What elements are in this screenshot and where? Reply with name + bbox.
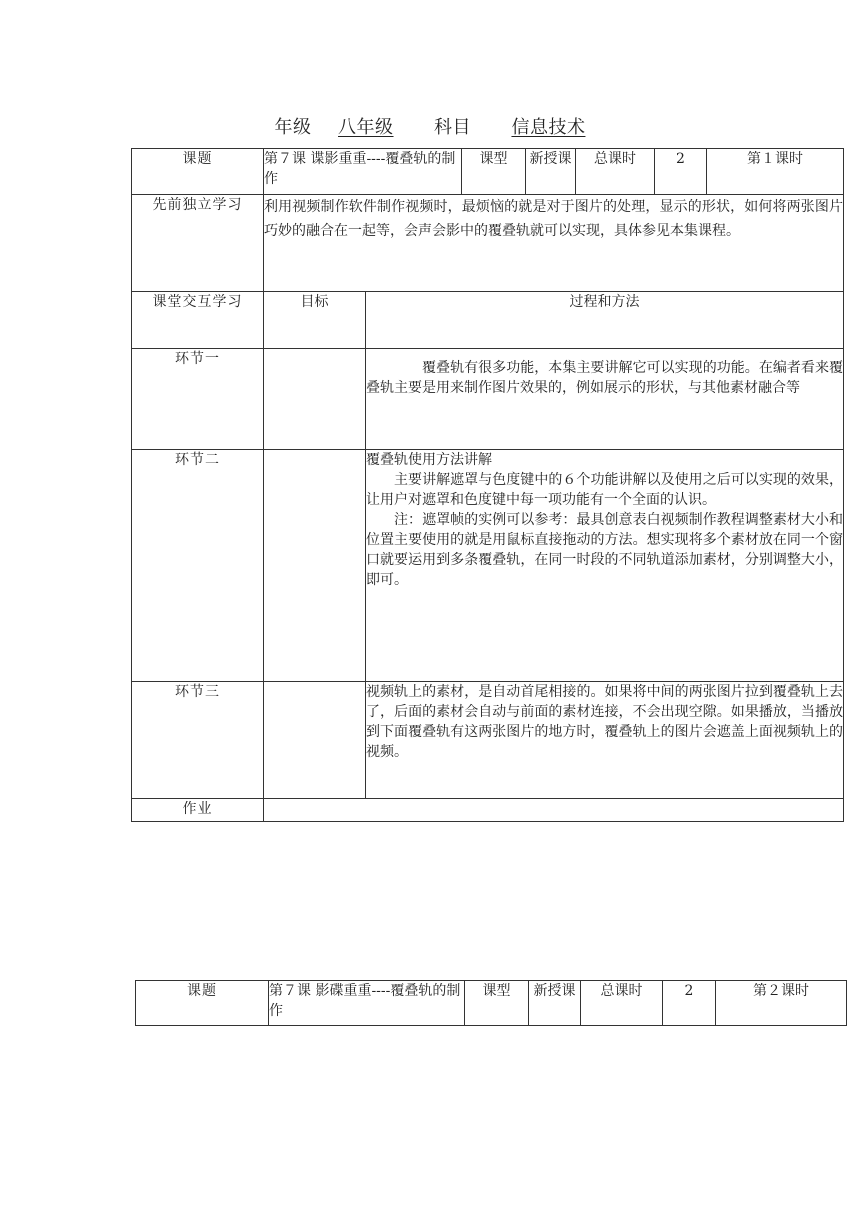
subject-label: 科目 xyxy=(433,117,471,138)
section1-process xyxy=(366,349,844,450)
section3-label: 环节三 xyxy=(132,682,264,799)
grade-value: 八年级 xyxy=(338,117,394,138)
homework-label: 作业 xyxy=(132,799,264,822)
topic-value: 第７课 谍影重重----覆叠轨的制作 xyxy=(264,149,462,195)
section2-title: 覆叠轨使用方法讲解 xyxy=(366,452,492,468)
section1-goal xyxy=(264,349,366,450)
lesson-table-2 xyxy=(135,980,847,1026)
section2-label: 环节二 xyxy=(132,450,264,682)
section1-text: 覆叠轨有很多功能，本集主要讲解它可以实现的功能。在编者看来覆叠轨主要是用来制作图片效果的，例如展示的形状，与其他素材融合等 xyxy=(366,360,843,396)
lesson-table-1 xyxy=(131,148,844,822)
section3-goal xyxy=(264,682,366,799)
goal-label: 目标 xyxy=(264,292,366,349)
topic-label: 课题 xyxy=(136,981,269,1026)
total-hours-value: 2 xyxy=(655,149,707,195)
lesson-hour: 第１课时 xyxy=(707,149,844,195)
grade-label: 年级 xyxy=(274,117,312,138)
lesson-hour: 第２课时 xyxy=(716,981,847,1026)
type-value: 新授课 xyxy=(526,149,576,195)
pre-study-text: 利用视频制作软件制作视频时，最烦恼的就是对于图片的处理，显示的形状，如何将两张图片巧妙的融合在一起等，会声会影中的覆叠轨就可以实现，具体参见本集课程。 xyxy=(264,195,844,292)
total-hours-label: 总课时 xyxy=(581,981,663,1026)
total-hours-label: 总课时 xyxy=(576,149,655,195)
section2-paragraph-1: 主要讲解遮罩与色度键中的６个功能讲解以及使用之后可以实现的效果，让用户对遮罩和色度键中每一项功能有一个全面的认识。 xyxy=(366,472,843,508)
section3-text: 视频轨上的素材，是自动首尾相接的。如果将中间的两张图片拉到覆叠轨上去了，后面的素材会自动与前面的素材连接，不会出现空隙。如果播放，当播放到下面覆叠轨有这两张图片的地方时，覆叠轨上的图片会遮盖上面视频轨上的视频。 xyxy=(366,682,844,799)
section1-label: 环节一 xyxy=(132,349,264,450)
type-label: 课型 xyxy=(465,981,529,1026)
process-label: 过程和方法 xyxy=(366,292,844,349)
type-label: 课型 xyxy=(462,149,526,195)
topic-label: 课题 xyxy=(132,149,264,195)
type-value: 新授课 xyxy=(529,981,581,1026)
page-header xyxy=(0,113,860,139)
topic-value: 第７课 影碟重重----覆叠轨的制作 xyxy=(269,981,465,1026)
interactive-label: 课堂交互学习 xyxy=(132,292,264,349)
subject-value: 信息技术 xyxy=(511,117,586,138)
section2-process xyxy=(366,450,844,682)
total-hours-value: 2 xyxy=(663,981,716,1026)
homework-value xyxy=(264,799,844,822)
pre-study-label: 先前独立学习 xyxy=(132,195,264,292)
section2-goal xyxy=(264,450,366,682)
section2-paragraph-2: 注：遮罩帧的实例可以参考：最具创意表白视频制作教程调整素材大小和位置主要使用的就是用鼠标直接拖动的方法。想实现将多个素材放在同一个窗口就要运用到多条覆叠轨，在同一时段的不同轨道添加素材，分别调整大小，即可。 xyxy=(366,512,843,588)
